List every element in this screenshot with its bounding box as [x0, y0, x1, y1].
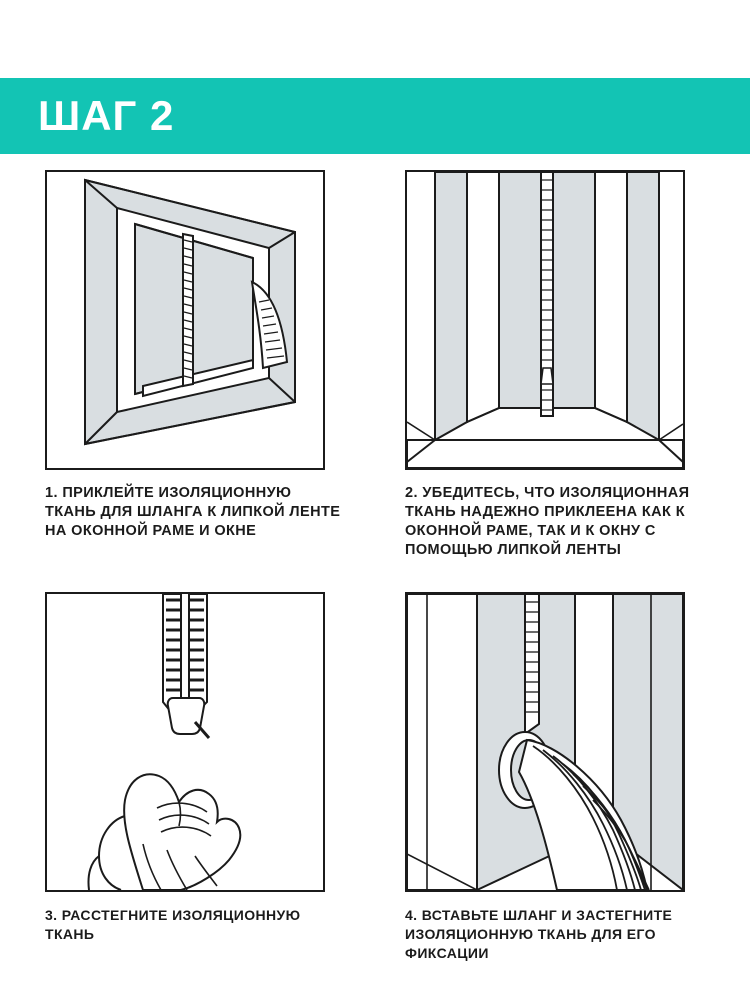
step-3-cell [0, 582, 375, 963]
steps-row-2 [0, 582, 750, 963]
step-1-caption: 1. ПРИКЛЕЙТЕ ИЗОЛЯЦИОННУЮ ТКАНЬ ДЛЯ ШЛАНГА К ЛИПКОЙ ЛЕНТЕ НА ОКОННОЙ РАМЕ И ОКНЕ [45, 485, 341, 539]
window-frame-with-seal-strip-icon [47, 172, 323, 468]
step-4-caption: 4. ВСТАВЬТЕ ШЛАНГ И ЗАСТЕГНИТЕ ИЗОЛЯЦИОННУЮ ТКАНЬ ДЛЯ ЕГО ФИКСАЦИИ [405, 907, 673, 961]
steps-row-1 [0, 160, 750, 560]
page-title: ШАГ 2 [38, 92, 175, 139]
hose-inserted-in-window-seal-icon [407, 594, 683, 890]
step-2-cell [375, 160, 750, 560]
step-1-cell [0, 160, 375, 560]
hand-unzipping-fabric-icon [47, 594, 323, 890]
step-3-figure [45, 592, 325, 892]
step-4-figure [405, 592, 685, 892]
step-2-figure [405, 170, 685, 470]
window-seal-attached-closeup-icon [407, 172, 683, 468]
step-3-caption: 3. РАССТЕГНИТЕ ИЗОЛЯЦИОННУЮ ТКАНЬ [45, 907, 301, 942]
steps-grid [0, 160, 750, 963]
step-1-figure [45, 170, 325, 470]
step-4-cell [375, 582, 750, 963]
step-2-caption: 2. УБЕДИТЕСЬ, ЧТО ИЗОЛЯЦИОННАЯ ТКАНЬ НАДЕЖНО ПРИКЛЕЕНА КАК К ОКОННОЙ РАМЕ, ТАК И К ОКНУ С ПОМОЩЬЮ ЛИПКОЙ ЛЕНТЫ [405, 485, 690, 558]
